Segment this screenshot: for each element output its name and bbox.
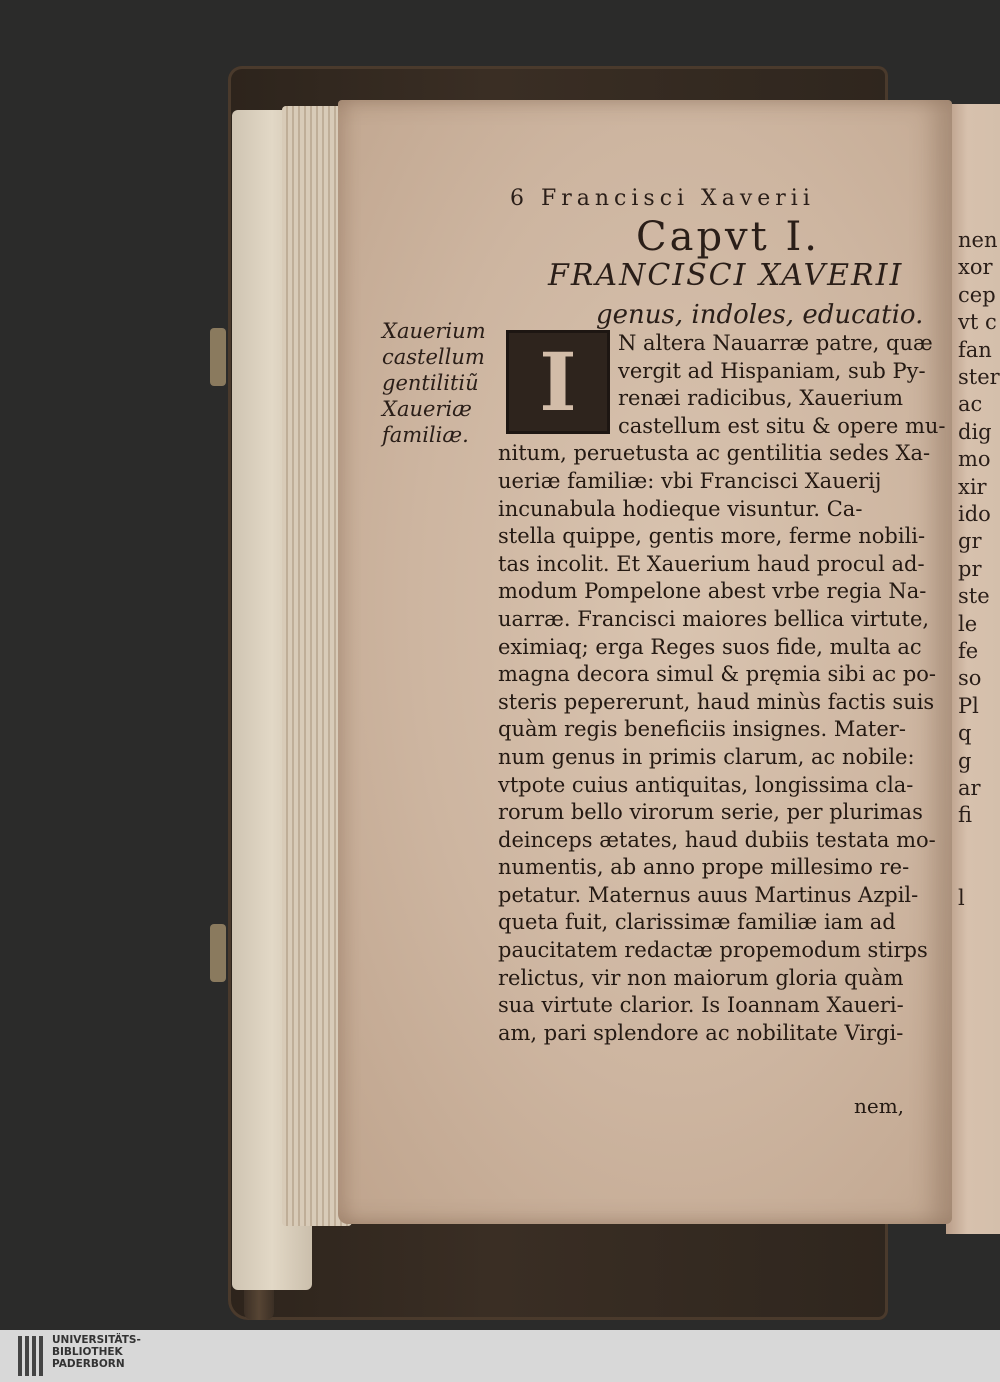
facing-page-fragment: fan xyxy=(958,337,992,362)
clasp-icon xyxy=(210,924,226,982)
text-line: sua virtute clarior. Is Ioannam Xaueri- xyxy=(498,993,904,1018)
facing-page-fragment: l xyxy=(958,885,965,910)
text-line: relictus, vir non maiorum gloria quàm xyxy=(498,965,904,990)
library-logo-icon xyxy=(18,1336,48,1376)
text-line: tas incolit. Et Xauerium haud procul ad- xyxy=(498,551,925,576)
facing-page-fragment: ac xyxy=(958,392,983,417)
facing-page-fragment: ster xyxy=(958,365,1000,389)
library-logo-text xyxy=(52,1334,141,1370)
text-line: vergit ad Hispaniam, sub Py- xyxy=(618,358,926,383)
logo-line: BIBLIOTHEK xyxy=(52,1346,123,1358)
text-line: ueriæ familiæ: vbi Francisci Xauerij xyxy=(498,468,882,493)
facing-page-fragment: so xyxy=(958,666,982,691)
facing-page-fragment: ar xyxy=(958,776,981,800)
body-text xyxy=(498,330,946,1047)
text-line: queta fuit, clarissimæ familiæ iam ad xyxy=(498,910,896,935)
marginal-line: familiæ. xyxy=(382,423,469,447)
facing-page-fragment: pr xyxy=(958,556,982,581)
footer-bar xyxy=(0,1330,1000,1382)
facing-page-fragment: nen xyxy=(958,228,998,252)
facing-page-fragment: le xyxy=(958,611,978,636)
text-line: nitum, peruetusta ac gentilitia sedes Xa- xyxy=(498,441,931,466)
text-line: paucitatem redactæ propemodum stirps xyxy=(498,938,928,963)
catchword: nem, xyxy=(854,1094,905,1118)
facing-page-fragment: fi xyxy=(958,803,973,828)
chapter-subtitle-line2: genus, indoles, educatio. xyxy=(596,300,924,330)
facing-page-fragment: xir xyxy=(958,474,987,499)
text-line: magna decora simul & pręmia sibi ac po- xyxy=(498,662,936,687)
marginal-line: gentilitiũ xyxy=(382,371,479,395)
text-line: modum Pompelone abest vrbe regia Na- xyxy=(498,579,927,604)
text-line: numentis, ab anno prope millesimo re- xyxy=(498,855,910,880)
facing-page-fragment: q xyxy=(958,721,972,746)
text-line: incunabula hodieque visuntur. Ca- xyxy=(498,496,863,521)
marginal-line: Xauerium xyxy=(382,319,486,343)
text-line: stella quippe, gentis more, ferme nobili- xyxy=(498,524,926,549)
text-line: steris pepererunt, haud minùs factis suis xyxy=(498,689,935,714)
text-line: renæi radicibus, Xauerium xyxy=(618,386,904,411)
text-line: deinceps ætates, haud dubiis testata mo- xyxy=(498,827,936,852)
marginal-line: Xaueriæ xyxy=(382,397,472,421)
drop-cap-letter: I xyxy=(539,335,577,429)
text-line: uarræ. Francisci maiores bellica virtute, xyxy=(498,606,930,631)
text-line: num genus in primis clarum, ac nobile: xyxy=(498,744,915,769)
facing-page-fragment: dig xyxy=(958,419,992,444)
facing-page-fragment: ido xyxy=(958,502,991,526)
text-line: castellum est situ & opere mu- xyxy=(618,413,946,438)
text-line: am, pari splendore ac nobilitate Virgi- xyxy=(498,1020,904,1045)
clasp-icon xyxy=(210,328,226,386)
facing-page-fragment: ste xyxy=(958,584,990,609)
logo-line: PADERBORN xyxy=(52,1358,125,1370)
text-line: vtpote cuius antiquitas, longissima cla- xyxy=(498,772,914,797)
facing-page-fragment: fe xyxy=(958,639,979,663)
text-line: eximiaq; erga Reges suos fide, multa ac xyxy=(498,634,922,659)
chapter-title: Capvt I. xyxy=(636,214,820,260)
text-line: N altera Nauarræ patre, quæ xyxy=(618,331,933,355)
facing-page-fragment: mo xyxy=(958,447,991,472)
facing-page-fragment: vt c xyxy=(958,310,997,335)
facing-page xyxy=(946,104,1000,1234)
text-line: petatur. Maternus auus Martinus Azpil- xyxy=(498,882,919,907)
facing-page-fragment: xor xyxy=(958,255,993,280)
facing-page-fragment: gr xyxy=(958,529,982,554)
facing-page-fragment: Pl xyxy=(958,693,979,718)
text-line: rorum bello virorum serie, per plurimas xyxy=(498,800,923,825)
marginal-line: castellum xyxy=(382,345,485,369)
facing-page-fragment: cep xyxy=(958,282,996,307)
facing-page-fragment: g xyxy=(958,748,972,773)
text-line: quàm regis beneficiis insignes. Mater- xyxy=(498,717,906,742)
logo-line: UNIVERSITÄTS- xyxy=(52,1334,141,1346)
running-header: 6 Francisci Xaverii xyxy=(510,186,815,211)
marginal-note xyxy=(382,318,502,448)
chapter-subtitle: FRANCISCI XAVERII xyxy=(548,258,904,293)
